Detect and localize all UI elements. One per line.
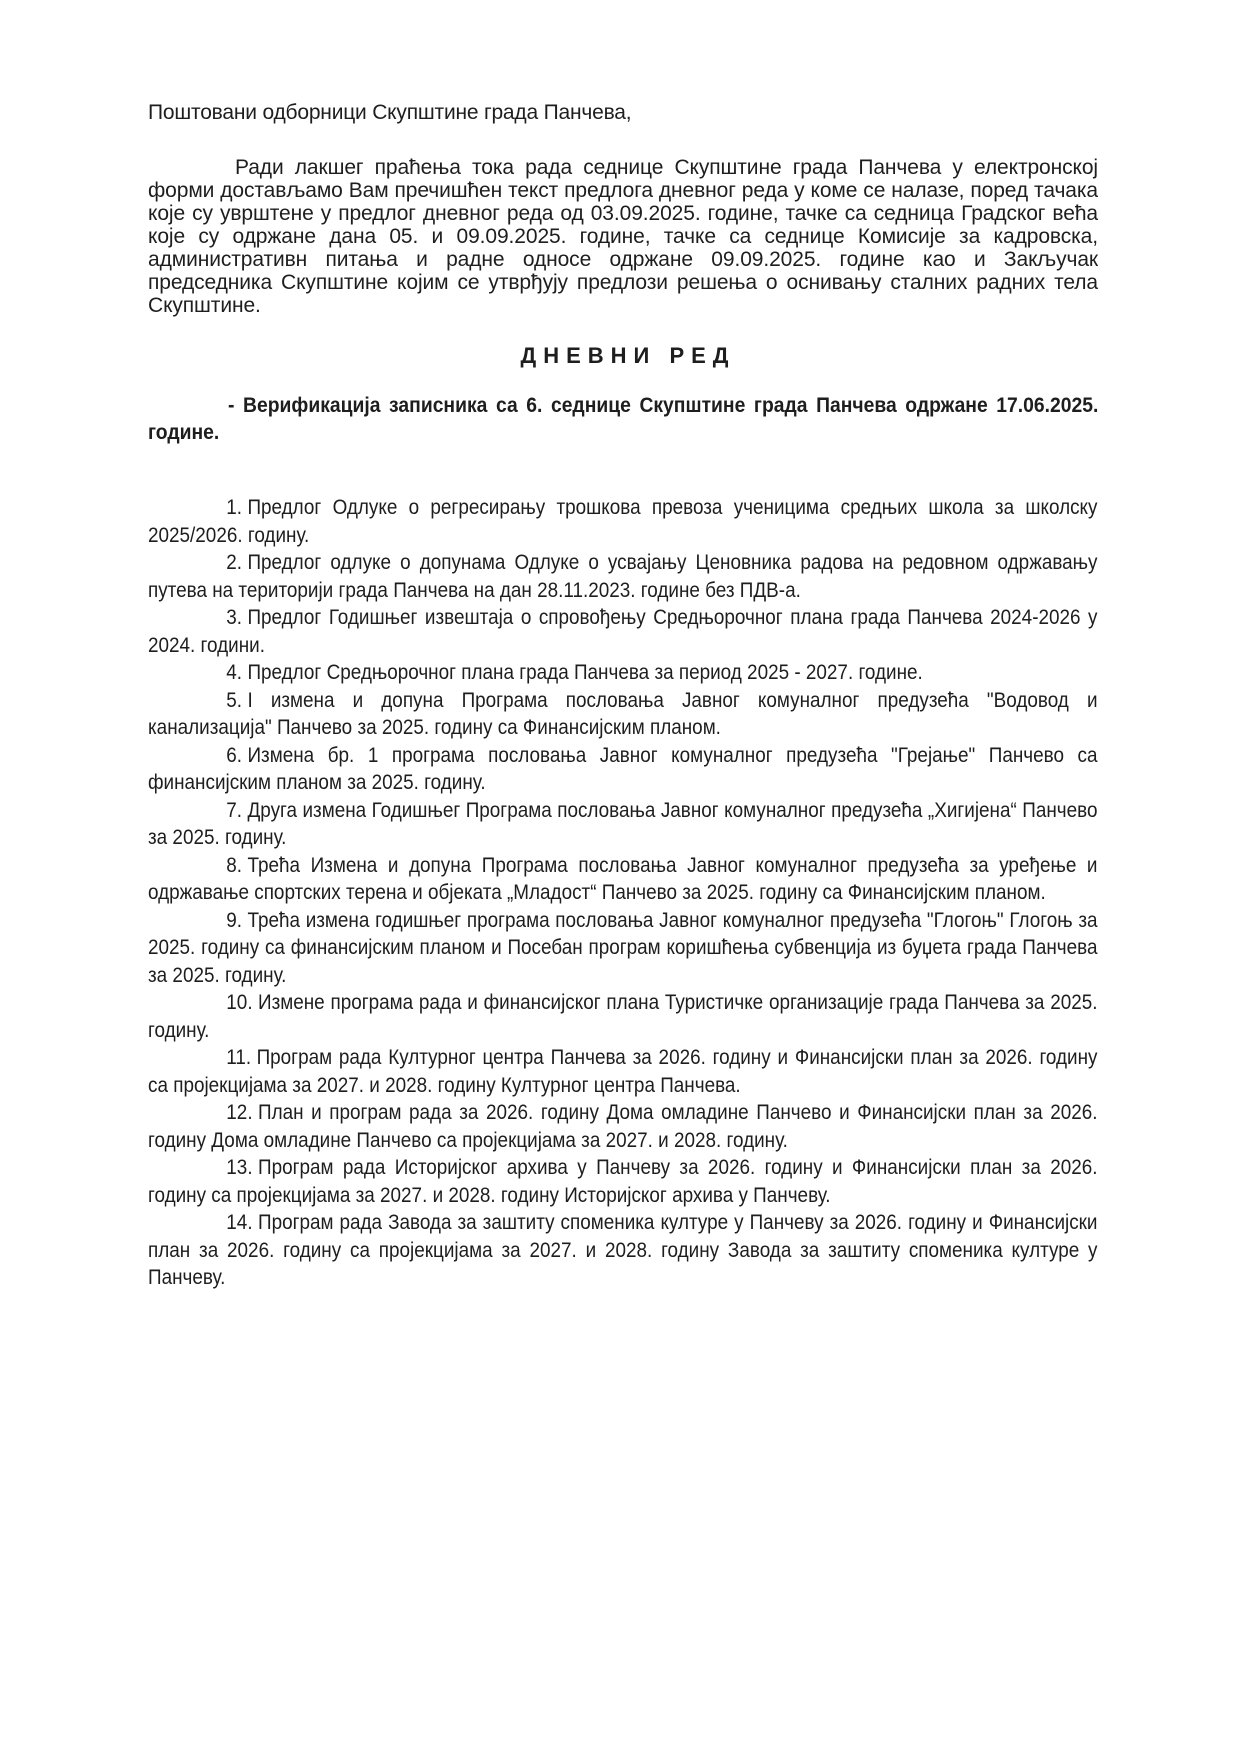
- agenda-item: [148, 494, 1098, 549]
- agenda-item-text: Трећа измена годишњег програма пословања Јавног комуналног предузећа "Глогоњ" Глогоњ за 2025. годину са финансијским планом и Посебан програм коришћења субвенција из буџета града Панчева за 2025. годину.: [148, 908, 1098, 987]
- agenda-item: [148, 852, 1098, 907]
- agenda-item-number: 10.: [226, 991, 253, 1014]
- agenda-item-number: 3.: [226, 606, 243, 629]
- agenda-item-number: 13.: [226, 1156, 253, 1179]
- agenda-item-text: План и програм рада за 2026. годину Дома омладине Панчево и Финансијски план за 2026. годину Дома омладине Панчево са пројекцијама за 2027. и 2028. годину.: [148, 1101, 1098, 1152]
- agenda-item-number: 14.: [226, 1211, 253, 1234]
- agenda-item-number: 2.: [226, 551, 243, 574]
- salutation: Поштовани одборници Скупштине града Панчева,: [148, 101, 632, 124]
- agenda-item: [148, 1209, 1098, 1292]
- agenda-item: [148, 1154, 1098, 1209]
- agenda-item: [148, 549, 1098, 604]
- agenda-item: [148, 604, 1098, 659]
- agenda-item-number: 11.: [226, 1046, 252, 1069]
- agenda-item-text: Програм рада Културног центра Панчева за 2026. годину и Финансијски план за 2026. годину са пројекцијама за 2027. и 2028. годину Културног центра Панчева.: [148, 1046, 1098, 1097]
- agenda-item: [148, 797, 1098, 852]
- agenda-item-text: Програм рада Историјског архива у Панчеву за 2026. годину и Финансијски план за 2026. годину са пројекцијама за 2027. и 2028. годину Историјског архива у Панчеву.: [148, 1156, 1098, 1207]
- agenda-list: [148, 494, 1098, 1292]
- agenda-item: [148, 659, 1098, 687]
- document-page: [148, 101, 1098, 1292]
- agenda-item-number: 7.: [226, 798, 243, 822]
- agenda-item: [148, 1099, 1098, 1154]
- agenda-item-number: 6.: [226, 743, 243, 767]
- agenda-item: [148, 907, 1098, 990]
- agenda-item-number: 1.: [226, 496, 243, 519]
- agenda-item-text: I измена и допуна Програма пословања Јавног комуналног предузећа "Водовод и канализација" Панчево за 2025. годину са Финансијским планом.: [148, 688, 1098, 739]
- agenda-item-text: Друга измена Годишњег Програма пословања Јавног комуналног предузећа „Хигијена“ Панчево за 2025. годину.: [148, 798, 1098, 849]
- agenda-item-number: 9.: [226, 908, 243, 932]
- verification-item: - Верификација записника са 6. седнице Скупштине града Панчева одржане 17.06.2025. године.: [148, 394, 1099, 444]
- agenda-item-number: 8.: [226, 853, 243, 877]
- agenda-item-text: Измене програма рада и финансијског плана Туристичке организације града Панчева за 2025. годину.: [148, 991, 1098, 1042]
- agenda-item-number: 12.: [226, 1101, 253, 1124]
- agenda-item-text: Предлог одлуке о допунама Одлуке о усвајању Ценовника радова на редовном одржавању путева на територији града Панчева на дан 28.11.2023. године без ПДВ-а.: [148, 551, 1098, 602]
- agenda-item-text: Предлог Средњорочног плана града Панчева за период 2025 - 2027. године.: [247, 661, 923, 684]
- agenda-item-number: 5.: [226, 688, 243, 712]
- agenda-item: [148, 742, 1098, 797]
- agenda-item: [148, 1044, 1098, 1099]
- agenda-item-text: Предлог Годишњег извештаја о спровођењу Средњорочног плана града Панчева 2024-2026 у 2024. години.: [148, 606, 1098, 657]
- agenda-item-text: Предлог Одлуке о регресирању трошкова превоза ученицима средњих школа за школску 2025/2026. годину.: [148, 496, 1098, 547]
- agenda-item-text: Програм рада Завода за заштиту споменика културе у Панчеву за 2026. годину и Финансијски план за 2026. годину са пројекцијама за 2027. и 2028. годину Завода за заштиту споменика културе у Панчеву.: [148, 1211, 1098, 1289]
- agenda-item-number: 4.: [226, 661, 243, 684]
- agenda-item-text: Измена бр. 1 програма пословања Јавног комуналног предузећа "Грејање" Панчево са финансијским планом за 2025. годину.: [148, 743, 1098, 794]
- intro-paragraph: Ради лакшег праћења тока рада седнице Скупштине града Панчева у електронској форми достављамо Вам пречишћен текст предлога дневног реда у коме се налазе, поред тачака које су уврштене у предлог дневног реда од 03.09.2025. године, тачке са седница Градског већа које су одржане дана 05. и 09.09.2025. године, тачке са седнице Комисије за кадровска, административн питања и радне односе одржане 09.09.2025. године као и Закључак председника Скупштине којим се утврђују предлози решења о оснивању сталних радних тела Скупштине.: [148, 156, 1098, 317]
- agenda-title: ДНЕВНИ РЕД: [520, 343, 736, 368]
- agenda-item-text: Трећа Измена и допуна Програма пословања Јавног комуналног предузећа за уређење и одржавање спортских терена и објеката „Младост“ Панчево за 2025. годину са Финансијским планом.: [148, 853, 1098, 904]
- agenda-item: [148, 989, 1098, 1044]
- agenda-item: [148, 687, 1098, 742]
